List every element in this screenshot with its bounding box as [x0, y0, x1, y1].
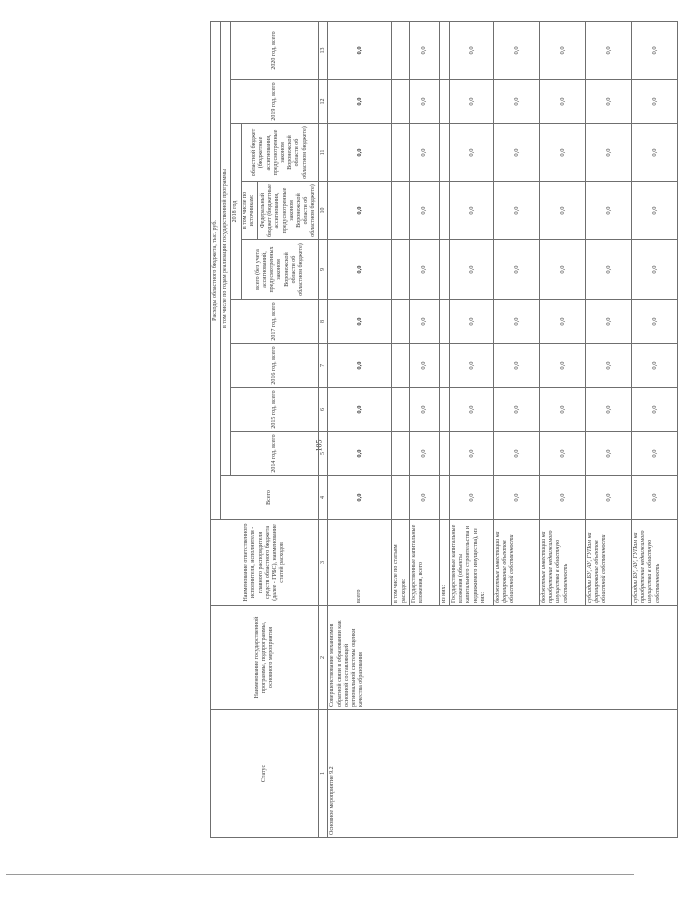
value-cell: 0,0 [540, 124, 586, 182]
value-cell: 0,0 [450, 300, 494, 344]
value-cell [439, 388, 449, 432]
header-years-subgroup: в том числе по годам реализации государственной программы [221, 21, 231, 475]
value-cell: 0,0 [586, 21, 632, 79]
value-cell: 0,0 [586, 388, 632, 432]
value-cell [439, 240, 449, 300]
value-cell [439, 182, 449, 240]
value-cell: 0,0 [328, 388, 392, 432]
value-cell: 0,0 [328, 21, 392, 79]
value-cell: 0,0 [328, 182, 392, 240]
value-cell: 0,0 [540, 388, 586, 432]
column-number: 3 [319, 520, 328, 606]
value-cell: 0,0 [328, 80, 392, 124]
value-cell: 0,0 [632, 300, 678, 344]
expense-item-label: Государственные капитальные вложения, всего [409, 520, 439, 606]
header-expenses-group: Расходы областного бюджета, тыс. руб. [211, 21, 221, 519]
column-number: 11 [319, 124, 328, 182]
value-cell: 0,0 [540, 476, 586, 520]
value-cell: 0,0 [409, 300, 439, 344]
value-cell: 0,0 [540, 432, 586, 476]
header-2018: 2018 год [231, 124, 241, 300]
value-cell: 0,0 [540, 344, 586, 388]
value-cell: 0,0 [632, 388, 678, 432]
header-2018-regional: областной бюджет (бюджетные ассигнования, предусмотренные законом Воронежской области об областном бюджете) [241, 124, 319, 182]
header-2014: 2014 год, всего [231, 432, 319, 476]
value-cell: 0,0 [328, 344, 392, 388]
value-cell: 0,0 [632, 476, 678, 520]
value-cell: 0,0 [494, 80, 540, 124]
value-cell: 0,0 [632, 124, 678, 182]
value-cell: 0,0 [586, 124, 632, 182]
value-cell: 0,0 [328, 476, 392, 520]
value-cell: 0,0 [328, 124, 392, 182]
value-cell: 0,0 [450, 476, 494, 520]
header-2018-federal [241, 182, 319, 240]
value-cell: 0,0 [494, 476, 540, 520]
value-cell: 0,0 [494, 300, 540, 344]
value-cell [439, 21, 449, 79]
budget-table [210, 21, 678, 838]
value-cell: 0,0 [494, 182, 540, 240]
header-status: Статус [211, 710, 319, 838]
value-cell: 0,0 [450, 182, 494, 240]
page-number: 105 [314, 439, 324, 452]
header-2015: 2015 год, всего [231, 388, 319, 432]
column-number: 1 [319, 710, 328, 838]
value-cell: 0,0 [409, 476, 439, 520]
value-cell: 0,0 [409, 21, 439, 79]
header-responsible: Наименование ответственного исполнителя, исполнителя - главного распорядителя средств областного бюджета (далее - ГРБС), наименование статей расходов [211, 520, 319, 606]
value-cell: 0,0 [494, 240, 540, 300]
rotated-landscape-table [210, 22, 661, 838]
value-cell [392, 21, 409, 79]
column-numbers-row [319, 21, 328, 837]
column-number: 10 [319, 182, 328, 240]
value-cell [392, 240, 409, 300]
value-cell: 0,0 [586, 344, 632, 388]
table-row [328, 21, 392, 837]
value-cell: 0,0 [409, 388, 439, 432]
value-cell [439, 476, 449, 520]
header-2017: 2017 год, всего [231, 300, 319, 344]
value-cell: 0,0 [450, 80, 494, 124]
scan-bottom-rule [6, 874, 634, 875]
value-cell: 0,0 [540, 182, 586, 240]
value-cell: 0,0 [586, 80, 632, 124]
value-cell: 0,0 [632, 344, 678, 388]
column-number: 9 [319, 240, 328, 300]
value-cell [392, 344, 409, 388]
value-cell: 0,0 [409, 80, 439, 124]
value-cell: 0,0 [632, 80, 678, 124]
column-number: 6 [319, 388, 328, 432]
value-cell: 0,0 [409, 182, 439, 240]
expense-item-label: субсидии БУ, АУ, ГУПам на формирование объектов областной собственности [586, 520, 632, 606]
value-cell: 0,0 [586, 476, 632, 520]
value-cell: 0,0 [494, 124, 540, 182]
value-cell: 0,0 [586, 432, 632, 476]
value-cell [439, 432, 449, 476]
value-cell: 0,0 [632, 182, 678, 240]
value-cell [392, 388, 409, 432]
header-2019: 2019 год, всего [231, 80, 319, 124]
value-cell: 0,0 [540, 80, 586, 124]
expense-item-label: из них: [439, 520, 449, 606]
header-2020: 2020 год, всего [231, 21, 319, 79]
value-cell: 0,0 [494, 432, 540, 476]
value-cell: 0,0 [586, 240, 632, 300]
value-cell [439, 124, 449, 182]
value-cell [439, 344, 449, 388]
value-cell: 0,0 [540, 21, 586, 79]
header-2018-federal-label: Федеральный бюджет (бюджетные ассигнования, предусмотренные законом Воронежской области об областном бюджете) [259, 184, 317, 237]
expense-item-label: бюджетные инвестиции на приобретение недвижимого имущества в областную собственность [540, 520, 586, 606]
value-cell [392, 182, 409, 240]
value-cell: 0,0 [632, 432, 678, 476]
value-cell: 0,0 [540, 300, 586, 344]
value-cell: 0,0 [450, 21, 494, 79]
value-cell [392, 80, 409, 124]
event-name: Совершенствование механизмов обратной связи в образовании как основной составляющей региональной системы оценки качества образования [328, 606, 678, 710]
value-cell: 0,0 [328, 300, 392, 344]
value-cell: 0,0 [494, 388, 540, 432]
column-number: 5 [319, 432, 328, 476]
expense-item-label: субсидии БУ, АУ, ГУПам на приобретение недвижимого имущества в областную собственность [632, 520, 678, 606]
value-cell: 0,0 [328, 432, 392, 476]
expense-item-label: в том числе по статьям расходов: [392, 520, 409, 606]
value-cell: 0,0 [494, 344, 540, 388]
event-status: Основное мероприятие 9.2 [328, 710, 678, 838]
value-cell: 0,0 [450, 344, 494, 388]
value-cell: 0,0 [632, 240, 678, 300]
value-cell: 0,0 [450, 124, 494, 182]
value-cell: 0,0 [409, 344, 439, 388]
value-cell: 0,0 [586, 182, 632, 240]
value-cell [439, 300, 449, 344]
column-number: 8 [319, 300, 328, 344]
expense-item-label: бюджетные инвестиции на формирование объектов областной собственности [494, 520, 540, 606]
value-cell: 0,0 [450, 240, 494, 300]
header-2016: 2016 год, всего [231, 344, 319, 388]
value-cell: 0,0 [328, 240, 392, 300]
header-total: Всего [221, 476, 319, 520]
column-number: 13 [319, 21, 328, 79]
column-number: 12 [319, 80, 328, 124]
value-cell [439, 80, 449, 124]
value-cell: 0,0 [632, 21, 678, 79]
value-cell [392, 124, 409, 182]
value-cell: 0,0 [409, 432, 439, 476]
value-cell: 0,0 [409, 240, 439, 300]
header-program-name: Наименование государственной программы, подпрограммы, основного мероприятия [211, 606, 319, 710]
value-cell: 0,0 [540, 240, 586, 300]
value-cell: 0,0 [409, 124, 439, 182]
expense-item-label: всего [328, 520, 392, 606]
column-number: 2 [319, 606, 328, 710]
value-cell: 0,0 [494, 21, 540, 79]
value-cell [392, 476, 409, 520]
expense-item-label: Государственные капитальные вложения (объекты капитального строительства и недвижимого имущества), из них: [450, 520, 494, 606]
value-cell: 0,0 [450, 388, 494, 432]
value-cell [392, 300, 409, 344]
value-cell: 0,0 [586, 300, 632, 344]
column-number: 7 [319, 344, 328, 388]
header-2018-sources: в том числе по источникам: [242, 182, 258, 239]
value-cell [392, 432, 409, 476]
column-number: 4 [319, 476, 328, 520]
header-2018-total: всего (без учета ассигнований, предусмотренных законом Воронежской области об областном бюджете) [241, 240, 319, 300]
value-cell: 0,0 [450, 432, 494, 476]
